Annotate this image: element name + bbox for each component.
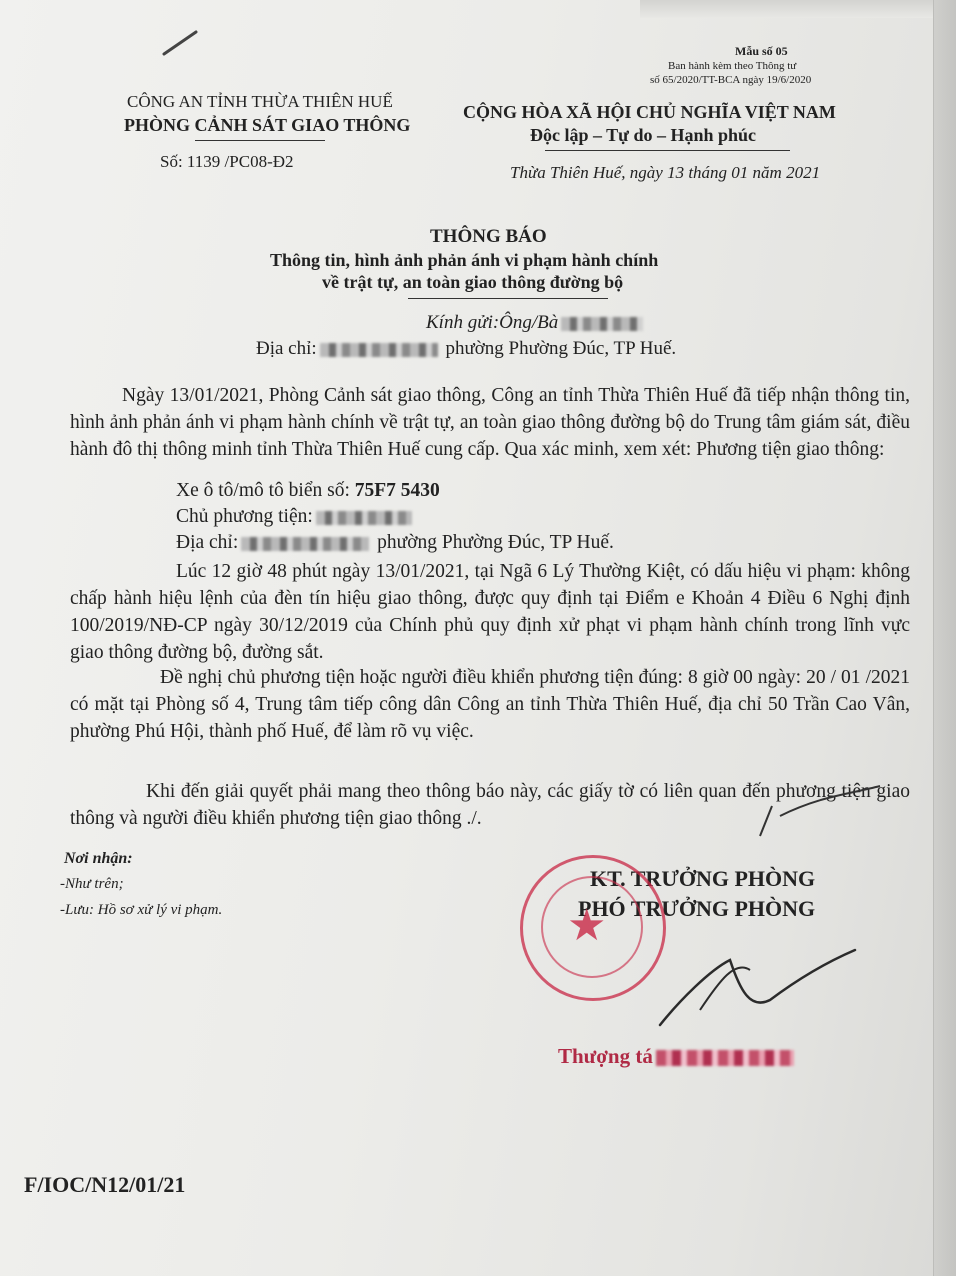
issue-date: Thừa Thiên Huế, ngày 13 tháng 01 năm 2021 bbox=[510, 163, 821, 182]
owner-address-tail: phường Phường Đúc, TP Huế. bbox=[377, 532, 614, 553]
owner-address-label: Địa chỉ: bbox=[176, 532, 239, 553]
owner-line bbox=[176, 506, 415, 528]
recipient-address bbox=[256, 338, 676, 360]
document-number: Số: 1139 /PC08-Đ2 bbox=[160, 152, 294, 171]
nation-motto: Độc lập – Tự do – Hạnh phúc bbox=[530, 125, 757, 145]
initial-mark bbox=[740, 776, 890, 846]
redacted-signer-name bbox=[656, 1050, 794, 1066]
redacted-owner bbox=[316, 511, 412, 525]
vehicle-label: Xe ô tô/mô tô biển số: bbox=[176, 480, 350, 501]
reference-code: F/IOC/N12/01/21 bbox=[24, 1172, 186, 1197]
motto-underline bbox=[545, 150, 790, 151]
form-code: Mẫu số 05 bbox=[735, 44, 788, 58]
title-underline bbox=[408, 298, 608, 299]
notice-subtitle-1: Thông tin, hình ảnh phản ánh vi phạm hành chính bbox=[270, 250, 659, 270]
redacted-owner-address bbox=[241, 537, 369, 551]
paper-stack-edge bbox=[640, 0, 956, 18]
redacted-name bbox=[561, 317, 643, 331]
paper-stack-side bbox=[933, 0, 956, 1276]
recipient-greeting bbox=[426, 312, 646, 334]
greeting-text: Kính gửi:Ông/Bà bbox=[426, 312, 559, 333]
redacted-address bbox=[320, 343, 438, 357]
vehicle-line bbox=[176, 480, 440, 502]
agency-line-1: CÔNG AN TỈNH THỪA THIÊN HUẾ bbox=[127, 92, 393, 111]
form-issued-line-1: Ban hành kèm theo Thông tư bbox=[668, 60, 797, 72]
form-issued-line-2: số 65/2020/TT-BCA ngày 19/6/2020 bbox=[650, 74, 812, 86]
notice-subtitle-2: về trật tự, an toàn giao thông đường bộ bbox=[322, 272, 624, 292]
owner-label: Chủ phương tiện: bbox=[176, 506, 313, 527]
notice-title: THÔNG BÁO bbox=[430, 226, 547, 247]
paragraph-violation: Lúc 12 giờ 48 phút ngày 13/01/2021, tại Ngã 6 Lý Thường Kiệt, có dấu hiệu vi phạm: không chấp hành hiệu lệnh của đèn tín hiệu giao thông, được quy định tại Điểm e Khoản 4 Điều 6 Nghị định 100/2019/NĐ-CP ngày 30/12/2019 của Chính phủ quy định xử phạt vi phạm hành chính trong lĩnh vực giao thông đường bộ, đường sắt. bbox=[70, 561, 910, 663]
seal-star-icon: ★ bbox=[567, 901, 607, 950]
nation-line-1: CỘNG HÒA XÃ HỘI CHỦ NGHĨA VIỆT NAM bbox=[463, 102, 836, 122]
pen-mark bbox=[160, 28, 200, 58]
recipients-line-1: -Như trên; bbox=[60, 876, 124, 892]
signature-title-1: KT. TRƯỞNG PHÒNG bbox=[590, 866, 816, 891]
signature-title-2: PHÓ TRƯỞNG PHÒNG bbox=[578, 896, 816, 921]
license-plate: 75F7 5430 bbox=[354, 480, 440, 501]
signer-line bbox=[558, 1044, 797, 1069]
signer-rank: Thượng tá bbox=[558, 1044, 653, 1068]
paragraph-requirements: Khi đến giải quyết phải mang theo thông báo này, các giấy tờ có liên quan đến phương tiện giao thông và người điều khiển phương tiện giao thông ./. bbox=[70, 781, 910, 829]
agency-underline bbox=[195, 140, 325, 141]
address-label: Địa chỉ: bbox=[256, 338, 317, 359]
paragraph-intro: Ngày 13/01/2021, Phòng Cảnh sát giao thông, Công an tỉnh Thừa Thiên Huế đã tiếp nhận thông tin, hình ảnh phản ánh vi phạm hành chính về trật tự, an toàn giao thông đường bộ do Trung tâm giám sát, điều hành đô thị thông minh tỉnh Thừa Thiên Huế cung cấp. Qua xác minh, xem xét: Phương tiện giao thông: bbox=[70, 385, 910, 460]
recipients-title: Nơi nhận: bbox=[64, 850, 133, 867]
owner-address-line bbox=[176, 532, 614, 554]
handwritten-signature bbox=[640, 930, 870, 1040]
paragraph-request: Đề nghị chủ phương tiện hoặc người điều khiển phương tiện đúng: 8 giờ 00 ngày: 20 / 01 /2021 có mặt tại Phòng số 4, Trung tâm tiếp công dân Công an tỉnh Thừa Thiên Huế, địa chỉ 50 Trần Cao Vân, phường Phú Hội, thành phố Huế, để làm rõ vụ việc. bbox=[70, 667, 910, 742]
address-tail: phường Phường Đúc, TP Huế. bbox=[445, 338, 677, 359]
recipients-line-2: -Lưu: Hồ sơ xử lý vi phạm. bbox=[60, 902, 223, 918]
agency-line-2: PHÒNG CẢNH SÁT GIAO THÔNG bbox=[124, 115, 411, 135]
